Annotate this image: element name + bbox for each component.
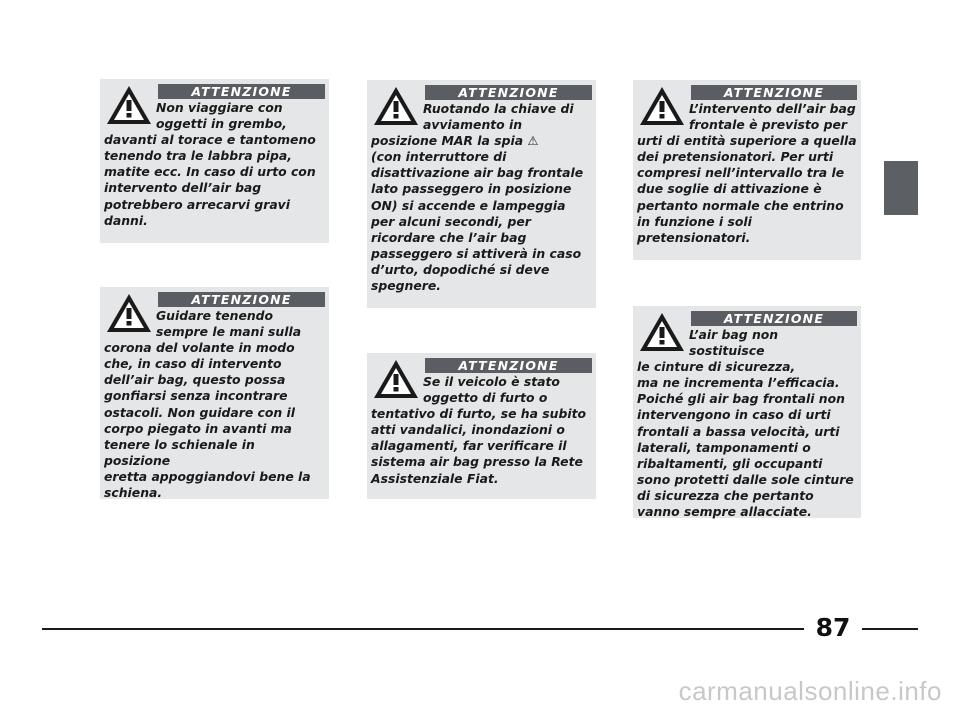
warning-text: L’air bag non sostituisce le cinture di sicurezza, ma ne incrementa l’efficacia. Poiché gli air bag frontali non intervengono in caso di urti frontali a bassa velocità, urti laterali, tamponamenti o ribaltamenti, gli occupanti sono protetti dalle sole cinture di sicurezza che pertanto vanno sempre allacciate. xyxy=(637,327,854,520)
warning-text: Guidare tenendo sempre le mani sulla corona del volante in modo che, in caso di intervento dell’air bag, questo possa gonfiarsi senza incontrare ostacoli. Non guidare con il corpo piegato in avanti ma tenere lo schienale in posizione eretta appoggiandovi bene la schiena. xyxy=(104,308,311,501)
warning-box-4 xyxy=(367,353,596,499)
warning-header: ATTENZIONE xyxy=(691,85,857,100)
warning-box-2 xyxy=(100,287,329,499)
warning-header: ATTENZIONE xyxy=(158,292,325,307)
warning-header: ATTENZIONE xyxy=(691,311,857,326)
warning-box-5 xyxy=(633,80,861,260)
page-number: 87 xyxy=(815,613,851,642)
warning-box-3 xyxy=(367,80,596,308)
warning-text: Non viaggiare con oggetti in grembo, davanti al torace e tantomeno tenendo tra le labbra pipa, matite ecc. In caso di urto con intervento dell’air bag potrebbero arrecarvi gravi danni. xyxy=(104,100,316,228)
warning-header: ATTENZIONE xyxy=(425,358,592,373)
warning-text: Ruotando la chiave di avviamento in posizione MAR la spia ⚠ (con interruttore di disattivazione air bag frontale lato passeggero in posizione ON) si accende e lampeggia per alcuni secondi, per ricordare che l’air bag passeggero si attiverà in caso d’urto, dopodiché si deve spegnere. xyxy=(371,101,584,294)
warning-header: ATTENZIONE xyxy=(158,84,325,99)
warning-box-6 xyxy=(633,306,861,518)
warning-header: ATTENZIONE xyxy=(425,85,592,100)
watermark: carmanualsonline.info xyxy=(678,676,942,706)
footer-rule-right xyxy=(862,628,918,630)
warning-text: L’intervento dell’air bag frontale è previsto per urti di entità superiore a quella dei pretensionatori. Per urti compresi nell’intervallo tra le due soglie di attivazione è pertanto normale che entrino in funzione i soli pretensionatori. xyxy=(637,101,857,245)
warning-text: Se il veicolo è stato oggetto di furto o tentativo di furto, se ha subito atti vandalici, inondazioni o allagamenti, far verificare il sistema air bag presso la Rete Assistenziale Fiat. xyxy=(371,374,587,486)
footer-rule-left xyxy=(42,628,804,630)
warning-box-1 xyxy=(100,79,329,243)
section-tab-marker xyxy=(884,161,918,215)
